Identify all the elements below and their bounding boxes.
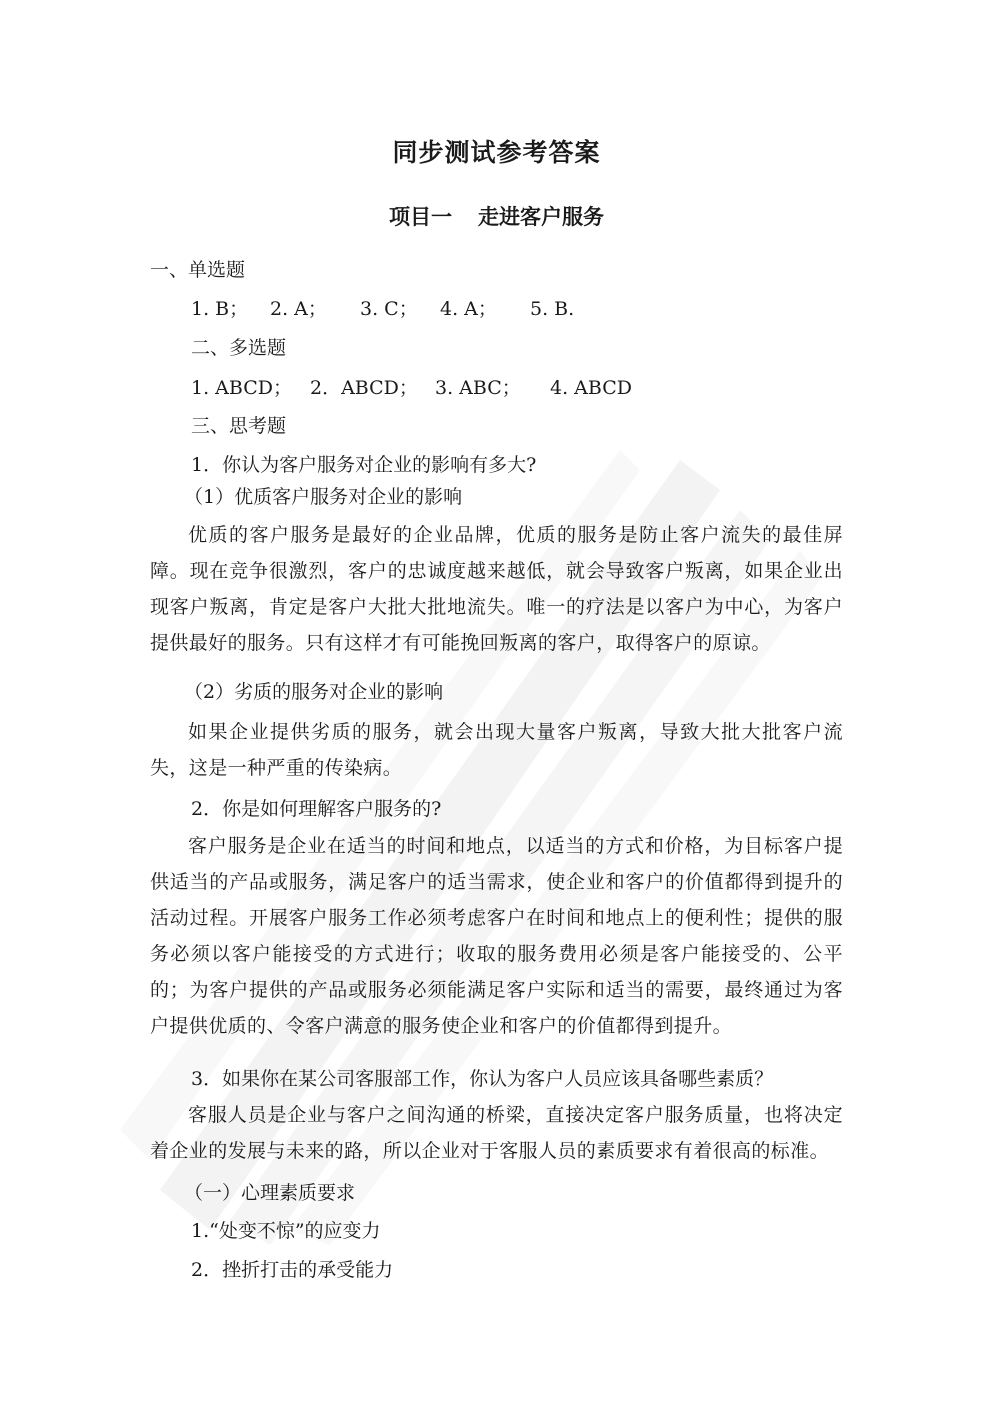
section-heading-single-choice: 一、单选题 (150, 259, 246, 281)
project-name: 走进客户服务 (478, 205, 604, 229)
answer-item: 3. C； (360, 298, 418, 320)
question-3-paragraph: 客服人员是企业与客户之间沟通的桥梁，直接决定客户服务质量，也将决定着企业的发展与未来的路，所以企业对于客服人员的素质要求有着很高的标准。 (150, 1104, 843, 1162)
answer-item: 4. ABCD (550, 377, 632, 399)
question-3-subheading-1: （一）心理素质要求 (184, 1182, 356, 1204)
question-1-paragraph-1: 优质的客户服务是最好的企业品牌，优质的服务是防止客户流失的最佳屏障。现在竞争很激烈，客户的忠诚度越来越低，就会导致客户叛离，如果企业出现客户叛离，肯定是客户大批大批地流失。唯一的疗法是以客户为中心，为客户提供最好的服务。只有这样才有可能挽回叛离的客户，取得客户的原谅。 (150, 524, 843, 654)
question-3-item-1: 1.“处变不惊”的应变力 (191, 1220, 381, 1242)
question-2-paragraph: 客户服务是企业在适当的时间和地点，以适当的方式和价格，为目标客户提供适当的产品或服务，满足客户的适当需求，使企业和客户的价值都得到提升的活动过程。开展客户服务工作必须考虑客户在时间和地点上的便利性；提供的服务必须以客户能接受的方式进行；收取的服务费用必须是客户能接受的、公平的；为客户提供的产品或服务必须能满足客户实际和适当的需要，最终通过为客户提供优质的、令客户满意的服务使企业和客户的价值都得到提升。 (150, 835, 843, 1037)
question-3: 3．如果你在某公司客服部工作，你认为客户人员应该具备哪些素质？ (191, 1068, 774, 1090)
section-heading-multi-choice: 二、多选题 (191, 337, 287, 359)
project-number: 项目一 (389, 205, 452, 229)
page-title: 同步测试参考答案 (392, 138, 601, 167)
question-1-subheading-2: （2）劣质的服务对企业的影响 (184, 681, 444, 703)
answer-item: 4. A； (440, 298, 497, 320)
question-1: 1．你认为客户服务对企业的影响有多大? (191, 454, 537, 476)
answer-item: 1. ABCD； (191, 377, 292, 399)
section-heading-thinking: 三、思考题 (191, 415, 287, 437)
answer-item: 1. B； (191, 298, 249, 320)
question-1-subheading-1: （1）优质客户服务对企业的影响 (184, 486, 463, 508)
answer-item: 3. ABC； (435, 377, 521, 399)
question-1-paragraph-2: 如果企业提供劣质的服务，就会出现大量客户叛离，导致大批大批客户流失，这是一种严重的传染病。 (150, 721, 843, 779)
answer-item: 2．ABCD； (310, 377, 418, 399)
answer-item: 5. B. (530, 298, 575, 320)
question-2: 2．你是如何理解客户服务的? (191, 798, 442, 820)
project-heading (0, 201, 993, 231)
answer-item: 2. A； (270, 298, 327, 320)
question-3-item-2: 2．挫折打击的承受能力 (191, 1259, 394, 1281)
